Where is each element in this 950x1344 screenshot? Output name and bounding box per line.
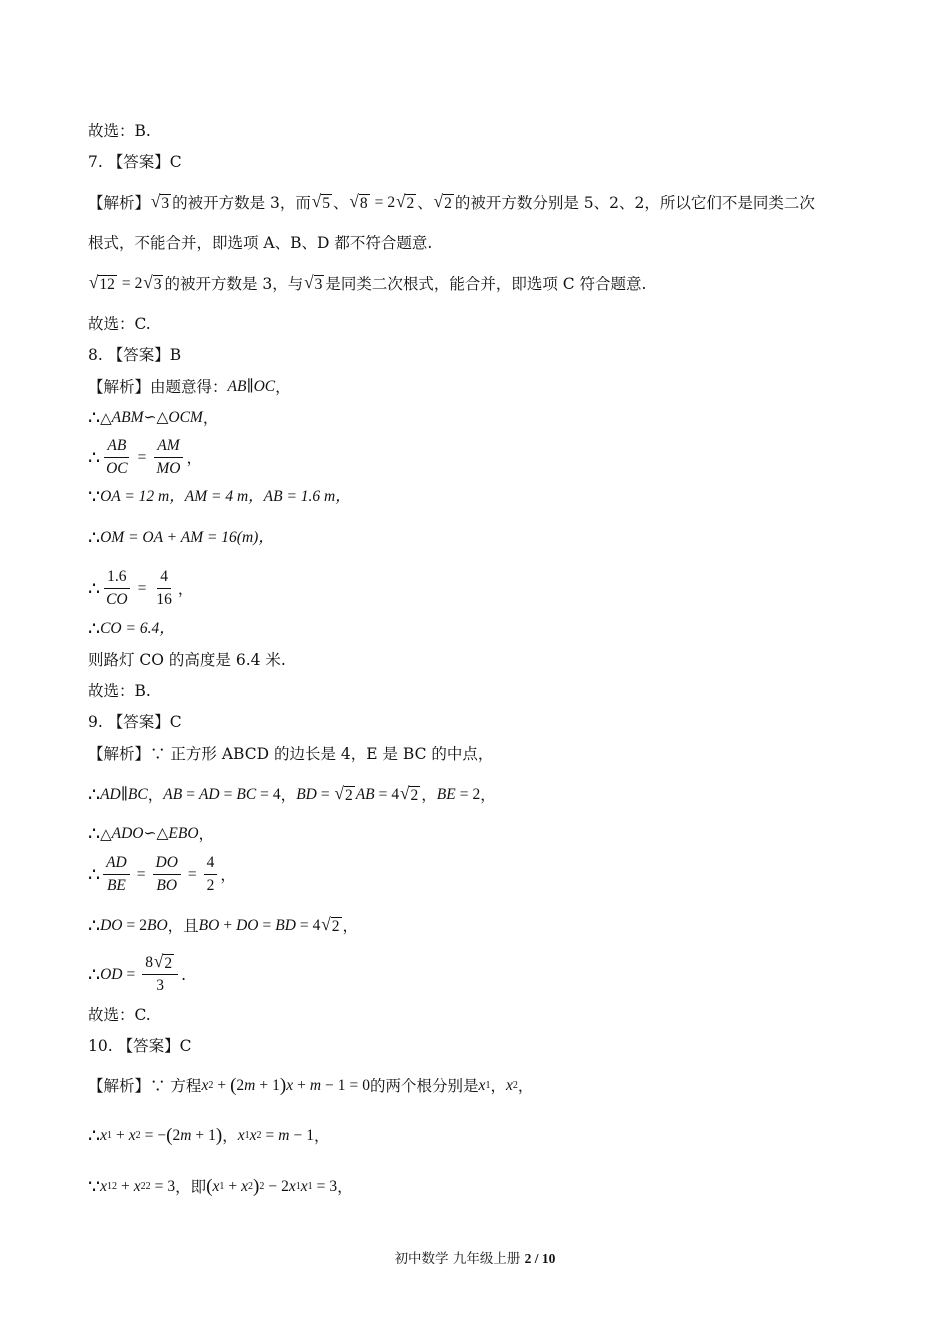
q8-om: ∴ OM = OA + AM = 16(m)， [88, 527, 274, 549]
q7-select: 故选：C. [88, 315, 151, 333]
q10-answer: 10. 【答案】C [88, 1037, 192, 1055]
q9-answer: 9. 【答案】C [88, 713, 182, 731]
q7-answer: 7. 【答案】C [88, 153, 182, 171]
q10-analysis-line1: 【解析】∵ 方程 x 2 + ( 2 m + 1 ) x + m − 1 = 0 的两个根分别是 x 1 ， x 2 ， [88, 1075, 534, 1096]
q9-similar: ∴ △ ADO∽△EBO ， [88, 823, 215, 845]
q7-analysis-line3: √ 12 = 2 √ 3 的被开方数是 3，与 √ 3 是同类二次根式，能合并，即选项 C 符合题意. [89, 272, 647, 293]
q9-ratio: ∴ $\frac{AD}{BE}$ = $\frac{DO}{BO}$ = $\frac{4}{2}$ ， [88, 854, 236, 894]
q8-select: 故选：B. [88, 682, 151, 700]
q8-co: ∴ CO = 6.4， [88, 618, 175, 640]
q8-ratio: ∴ $\frac{AB}{OC}$ = $\frac{AM}{MO}$ ， [88, 437, 203, 477]
q10-condition: ∵ x 1 2 + x 2 2 = 3 ，即 ( x 1 + x 2 ) 2 − 2 x 1 x 1 = 3 ， [88, 1176, 353, 1198]
q8-then: 则路灯 CO 的高度是 6.4 米. [88, 651, 286, 669]
q9-parallel: ∴ AD∥BC ， AB = AD = BC = 4 ， BD = √ 2 AB = 4 √ 2 ， BE = 2 ， [88, 783, 496, 806]
q8-analysis-line1: 【解析】由题意得： AB∥OC ， [88, 378, 291, 396]
q8-ratio2: ∴ $\frac{1.6}{CO}$ = $\frac{4}{16}$ ， [88, 568, 194, 608]
q9-do: ∴ DO = 2 BO ，且 BO + DO = BD = 4 √ 2 ， [88, 914, 359, 937]
line-select-b: 故选：B. [88, 122, 151, 140]
q9-od: ∴ OD = 8 √ 2 3 . [88, 951, 187, 994]
q8-similar: ∴ △ ABM∽△OCM ， [88, 407, 219, 429]
q8-given: ∵ OA = 12 m，AM = 4 m，AB = 1.6 m， [88, 486, 351, 508]
q9-analysis-line1: 【解析】∵ 正方形 ABCD 的边长是 4，E 是 BC 的中点， [88, 745, 494, 763]
q10-vieta: ∴ x 1 + x 2 = − ( 2 m + 1 ) ， x 1 x 2 = m − 1 ， [88, 1125, 330, 1147]
q7-analysis-line2: 根式，不能合并，即选项 A、B、D 都不符合题意. [88, 234, 433, 252]
q9-select: 故选：C. [88, 1006, 151, 1024]
q8-answer: 8. 【答案】B [88, 346, 182, 364]
q7-analysis-line1: 【解析】 √ 3 的被开方数是 3，而 √ 5 、 √ 8 = 2 √ 2 、 √ 2 的被开方数分别是 5、2、2，所以它们不是同类二次 [88, 191, 815, 212]
page-footer: 初中数学 九年级上册 2 / 10 [394, 1251, 556, 1267]
page-number: 2 / 10 [524, 1251, 556, 1266]
